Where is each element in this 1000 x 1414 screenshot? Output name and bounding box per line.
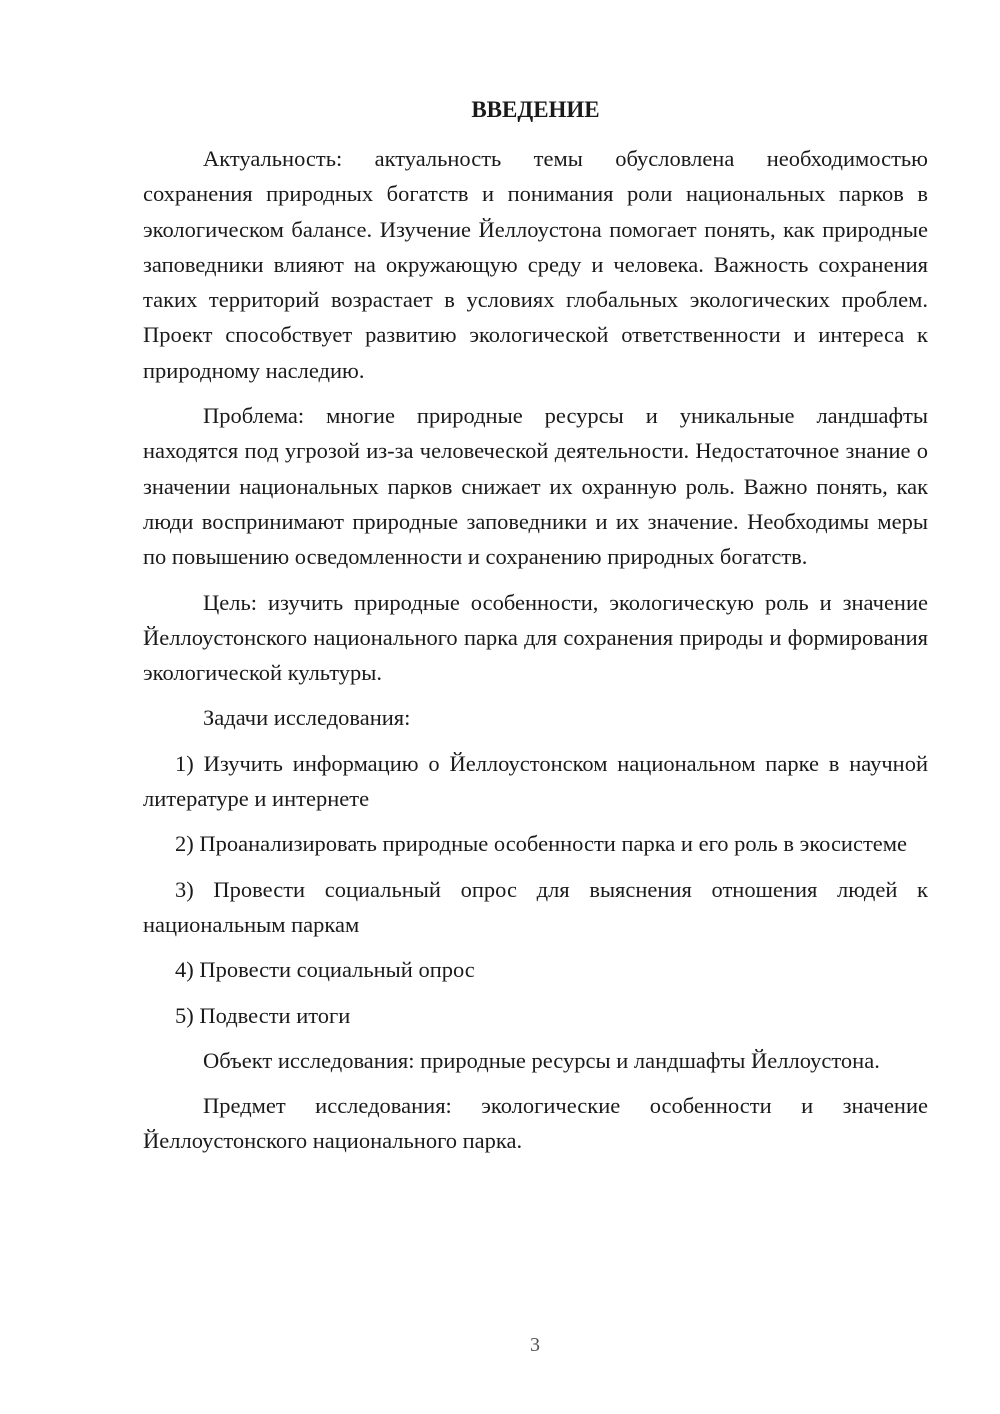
task-item: 2) Проанализировать природные особенности парка и его роль в экосистеме <box>175 831 907 857</box>
problem-paragraph: Проблема: многие природные ресурсы и уникальные ландшафты находятся под угрозой из-за человеческой деятельности. Недостаточное знание о значении национальных парков снижает их охранную роль. Важно понять, как люди воспринимают природные заповедники и их значение. Необходимы меры по повышению осведомленности и сохранению природных богатств. <box>143 403 928 570</box>
object-paragraph: Объект исследования: природные ресурсы и ландшафты Йеллоустона. <box>203 1047 880 1073</box>
task-item: 5) Подвести итоги <box>175 1002 351 1028</box>
relevance-paragraph: Актуальность: актуальность темы обусловлена необходимостью сохранения природных богатств и понимания роли национальных парков в экологическом балансе. Изучение Йеллоустона помогает понять, как природные заповедники влияют на окружающую среду и человека. Важность сохранения таких территорий возрастает в условиях глобальных экологических проблем. Проект способствует развитию экологической ответственности и интереса к природному наследию. <box>143 146 928 383</box>
task-item: 1) Изучить информацию о Йеллоустонском национальном парке в научной литературе и интернете <box>143 750 928 812</box>
subject-paragraph: Предмет исследования: экологические особенности и значение Йеллоустонского национального парка. <box>143 1093 928 1154</box>
section-heading: ВВЕДЕНИЕ <box>471 97 600 122</box>
document-body <box>143 92 928 1159</box>
task-item: 4) Провести социальный опрос <box>175 957 475 983</box>
tasks-title: Задачи исследования: <box>203 705 411 731</box>
goal-paragraph: Цель: изучить природные особенности, экологическую роль и значение Йеллоустонского национального парка для сохранения природы и формирования экологической культуры. <box>143 589 928 686</box>
page-number: 3 <box>530 1334 540 1356</box>
task-item: 3) Провести социальный опрос для выяснения отношения людей к национальным паркам <box>143 876 928 937</box>
